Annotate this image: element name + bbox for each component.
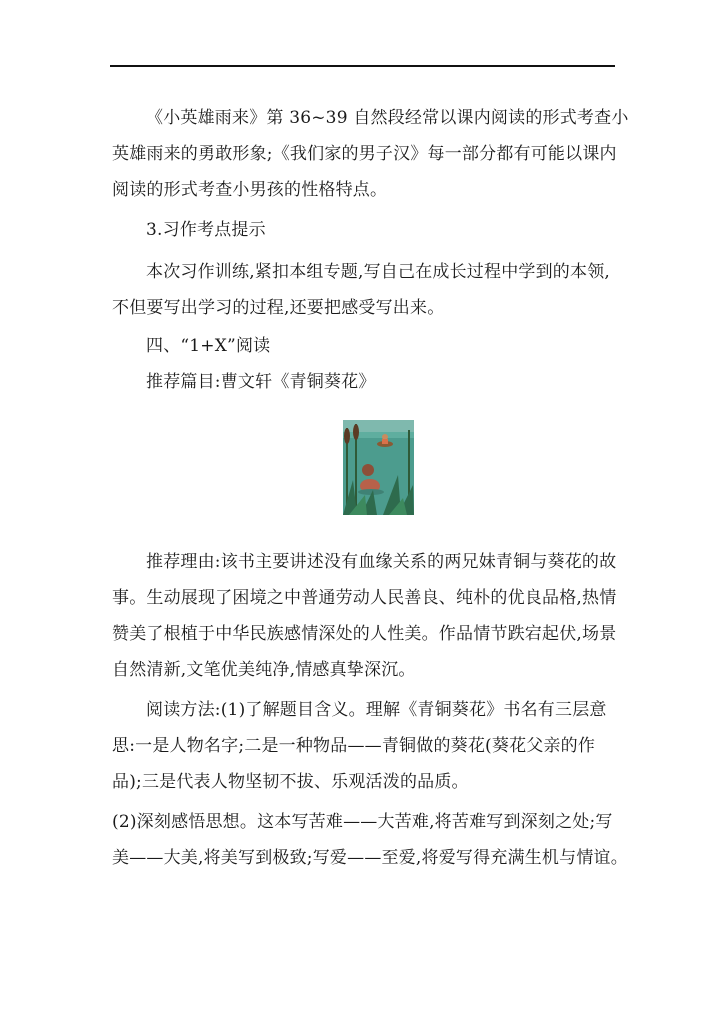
text-line: 品);三是代表人物坚韧不拔、乐观活泼的品质。 <box>112 772 469 792</box>
text-line: 事。生动展现了困境之中普通劳动人民善良、纯朴的优良品格,热情 <box>112 588 617 608</box>
text-line: 阅读的形式考查小男孩的性格特点。 <box>112 180 388 200</box>
text-line: 阅读方法:(1)了解题目含义。理解《青铜葵花》书名有三层意 <box>146 700 607 720</box>
text-line: 思:一是人物名字;二是一种物品——青铜做的葵花(葵花父亲的作 <box>112 736 596 756</box>
text-line: 《小英雄雨来》第 36~39 自然段经常以课内阅读的形式考查小 <box>146 108 629 128</box>
paragraph-reading-method <box>112 692 622 800</box>
text-line: 本次习作训练,紧扣本组专题,写自己在成长过程中学到的本领, <box>146 262 611 282</box>
paragraph-writing-tips <box>112 254 622 326</box>
text-line: 不但要写出学习的过程,还要把感受写出来。 <box>112 298 445 318</box>
text-line: 英雄雨来的勇敢形象;《我们家的男子汉》每一部分都有可能以课内 <box>112 144 617 164</box>
paragraph-recommend-reason <box>112 544 622 688</box>
text-line: 赞美了根植于中华民族感情深处的人性美。作品情节跌宕起伏,场景 <box>112 624 617 644</box>
section-heading-writing-tips <box>112 212 622 248</box>
text-line: 自然清新,文笔优美纯净,情感真挚深沉。 <box>112 660 416 680</box>
book-cover-illustration <box>343 420 414 515</box>
text-line: (2)深刻感悟思想。这本写苦难——大苦难,将苦难写到深刻之处;写 <box>112 812 613 832</box>
heading-text: 四、“1+X”阅读 <box>146 336 271 356</box>
recommend-text: 推荐篇目:曹文轩《青铜葵花》 <box>146 372 376 392</box>
paragraph-reading-method-2 <box>112 804 628 876</box>
text-line: 美——大美,将美写到极致;写爱——至爱,将爱写得充满生机与情谊。 <box>112 848 628 868</box>
section-heading-reading <box>112 328 622 364</box>
paragraph-textbook-focus <box>112 100 629 208</box>
recommended-book <box>112 364 622 400</box>
header-rule <box>110 65 615 67</box>
text-line: 推荐理由:该书主要讲述没有血缘关系的两兄妹青铜与葵花的故 <box>146 552 617 572</box>
heading-text: 3.习作考点提示 <box>146 220 266 240</box>
